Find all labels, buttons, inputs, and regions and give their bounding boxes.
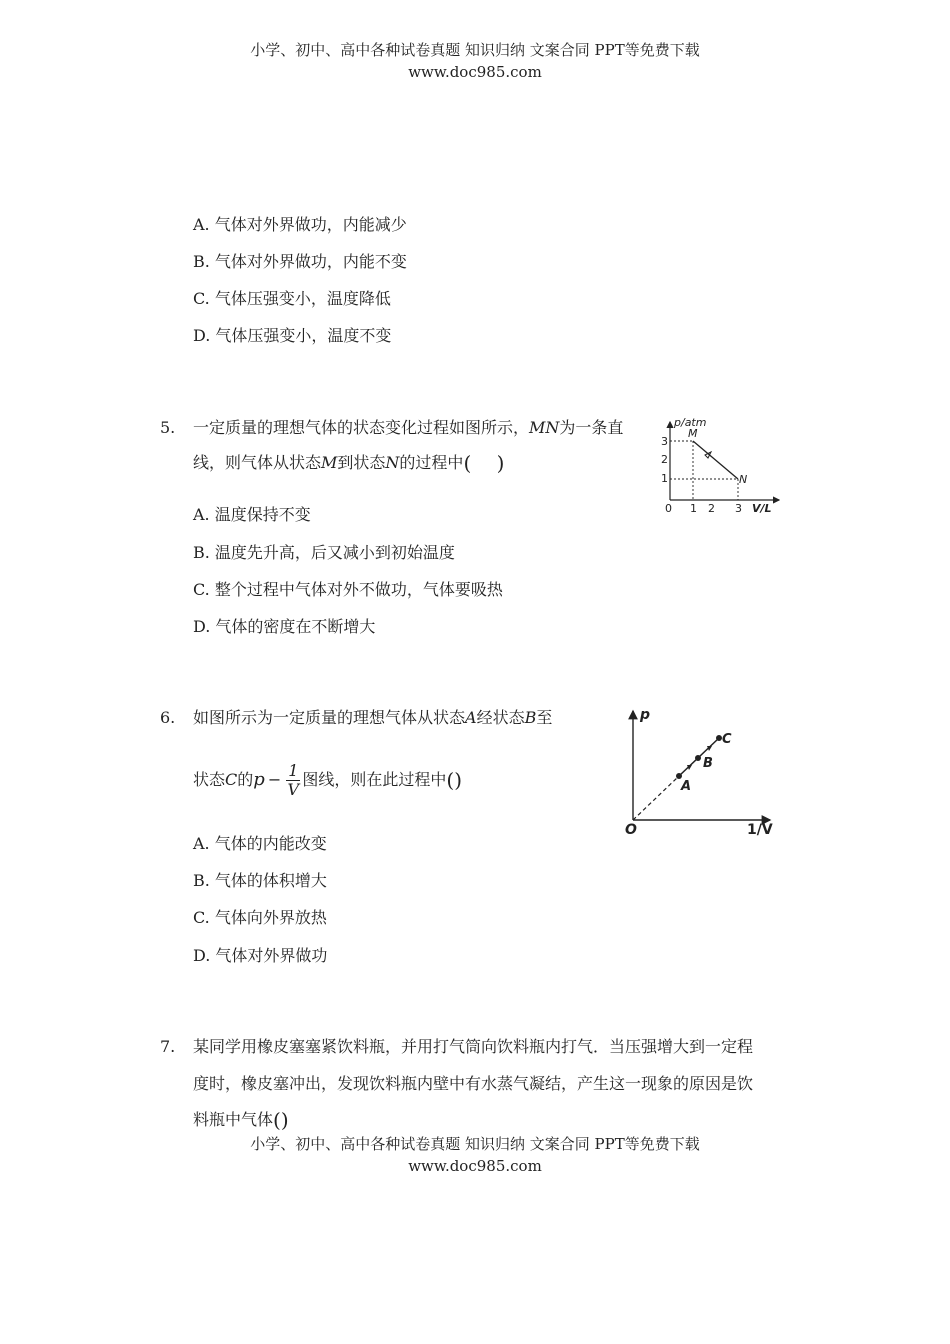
q5-number: 5. (160, 418, 176, 437)
q5-text-1: 一定质量的理想气体的状态变化过程如图所示， (193, 418, 530, 437)
q6-frac-bottom: V (287, 780, 300, 799)
q6-text-5: 至 (536, 708, 553, 727)
q5-option-b: B. 温度先升高，后又减小到初始温度 (193, 543, 455, 562)
q6-option-c: C. 气体向外界放热 (193, 908, 327, 927)
q6-frac-top: 1 (288, 761, 299, 780)
q5-text-8: 的过程中 (399, 453, 464, 472)
q5-stem-line1 (193, 417, 623, 439)
q7-line-2: 度时，橡皮塞冲出，发现饮料瓶内壁中有水蒸气凝结，产生这一现象的原因是饮 (193, 1074, 754, 1093)
q5-option-c: C. 整个过程中气体对外不做功，气体要吸热 (193, 580, 503, 599)
q4-option-b: B. 气体对外界做功，内能不变 (193, 252, 407, 271)
header-line-2: www.doc985.com (408, 63, 542, 81)
q6-number: 6. (160, 708, 176, 727)
q5-n: N (385, 453, 400, 472)
q6-option-b: B. 气体的体积增大 (193, 871, 327, 890)
q6-origin: O (625, 822, 637, 838)
q6-stem-line1 (193, 707, 552, 729)
q5-x-tick-1: 1 (690, 502, 697, 515)
q6-minus: − (267, 770, 282, 789)
q6-c: C (225, 770, 238, 789)
q6-p-symbol: p (253, 769, 265, 790)
q5-x-tick-2: 2 (708, 502, 715, 515)
q5-y-label: p/atm (674, 416, 707, 429)
q6-text-3: 经状态 (476, 708, 525, 727)
q6-text-8: 的 (237, 770, 254, 789)
q4-option-d: D. 气体压强变小，温度不变 (193, 326, 392, 345)
q5-text-3: 为一条直 (559, 418, 624, 437)
q6-y-label: p (640, 707, 651, 723)
q5-text-6: 到状态 (337, 453, 386, 472)
q7-line-3 (193, 1109, 289, 1131)
q6-answer-blank: () (446, 768, 463, 792)
q6-a: A (465, 708, 477, 727)
q6-x-label: 1/V (747, 822, 773, 838)
q4-option-a: A. 气体对外界做功，内能减少 (193, 215, 407, 234)
q6-p-invv-graph (620, 703, 780, 839)
q5-pv-graph (655, 412, 785, 516)
q7-text: 料瓶中气体 (193, 1110, 274, 1129)
q5-stem-line2 (193, 452, 504, 474)
q6-stem-line2 (193, 760, 462, 800)
q5-point-m: M (688, 427, 698, 440)
q5-option-d: D. 气体的密度在不断增大 (193, 617, 376, 636)
q6-fraction (286, 762, 300, 799)
q6-point-b-dot (695, 755, 701, 761)
page-header (0, 39, 950, 83)
q7-number: 7. (160, 1037, 176, 1056)
q7-line-1: 某同学用橡皮塞塞紧饮料瓶，并用打气筒向饮料瓶内打气．当压强增大到一定程 (193, 1037, 754, 1056)
q6-point-a: A (681, 779, 692, 794)
q5-y-tick-1: 1 (661, 472, 668, 485)
q5-y-tick-2: 2 (661, 453, 668, 466)
q4-option-c: C. 气体压强变小，温度降低 (193, 289, 391, 308)
q6-text-1: 如图所示为一定质量的理想气体从状态 (193, 708, 466, 727)
q6-option-d: D. 气体对外界做功 (193, 946, 328, 965)
q6-b: B (524, 708, 537, 727)
q6-text-6: 状态 (193, 770, 226, 789)
q6-text-9: 图线，则在此过程中 (302, 770, 447, 789)
footer-line-1: 小学、初中、高中各种试卷真题 知识归纳 文案合同 PPT等免费下载 (250, 1135, 700, 1153)
q5-point-n: N (739, 473, 748, 486)
q6-dashed-line (633, 776, 679, 820)
q7-answer-blank: () (273, 1108, 289, 1132)
q5-answer-blank: ( ) (463, 451, 505, 475)
q5-m: M (321, 453, 338, 472)
q5-mn: MN (529, 418, 560, 437)
header-line-1: 小学、初中、高中各种试卷真题 知识归纳 文案合同 PPT等免费下载 (250, 41, 700, 59)
q5-y-tick-3: 3 (661, 435, 668, 448)
q6-option-a: A. 气体的内能改变 (193, 834, 327, 853)
q5-x-label: V/L (752, 502, 772, 515)
q5-origin: 0 (665, 502, 672, 515)
q5-option-a: A. 温度保持不变 (193, 505, 311, 524)
q5-mn-line (693, 441, 738, 479)
q5-text-4: 线，则气体从状态 (193, 453, 322, 472)
q6-point-c: C (722, 732, 732, 747)
q6-point-b: B (703, 756, 713, 771)
q5-x-tick-3: 3 (735, 502, 742, 515)
footer-line-2: www.doc985.com (408, 1157, 542, 1175)
page-footer (0, 1133, 950, 1177)
